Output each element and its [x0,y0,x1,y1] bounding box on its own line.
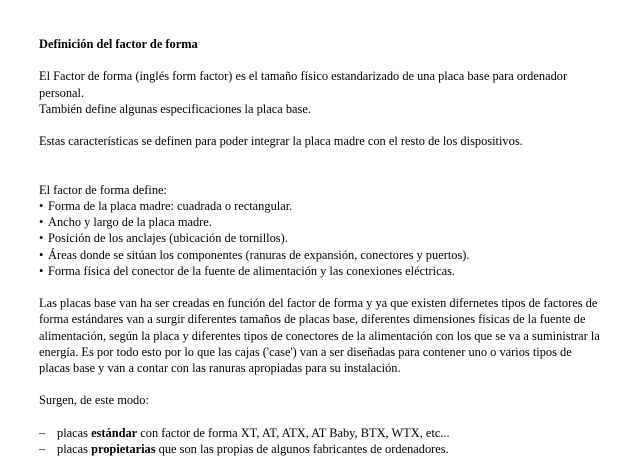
list-item: • Forma de la placa madre: cuadrada o rectangular. [39,198,293,213]
list-item: – placas estándar con factor de forma XT, AT, ATX, AT Baby, BTX, WTX, etc... [39,425,450,440]
intro-line-1: El Factor de forma (inglés form factor) es el tamaño físico estandarizado de una placa base para ordenador personal. [39,69,568,100]
document-page [39,36,604,457]
explanation-paragraph: Las placas base van ha ser creadas en función del factor de forma y ya que existen difernetes tipos de factores de forma estándares van a surgir diferentes tamaños de placas base, diferentes dimensiones físicas de la fuente de alimentación, según la placa y diferentes tipos de conectores de la alimentación con los que se va a suministrar la energía. Es por todo esto por lo que las cajas ('case') van a ser diseñadas para contener uno o varios tipos de placas base y van a contar con las ranuras apropiadas para su instalación. [39,296,600,375]
defines-list [39,198,604,279]
dash-marker: – [39,441,46,456]
bullet-marker: • [39,198,44,213]
dash-marker: – [39,425,46,440]
types-list [39,425,604,457]
bullet-marker: • [39,247,44,262]
bullet-marker: • [39,215,44,230]
document-title: Definición del factor de forma [39,37,198,51]
list-item: – placas propietarias que son las propias de algunos fabricantes de ordenadores. [39,441,449,456]
intro-line-2: También define algunas especificaciones la placa base. [39,101,311,116]
list-item: • Áreas donde se sitúan los componentes (ranuras de expansión, conectores y puertos). [39,247,470,262]
bullet-marker: • [39,263,44,278]
list-item: • Forma física del conector de la fuente de alimentación y las conexiones eléctricas. [39,263,455,278]
integration-paragraph: Estas características se definen para poder integrar la placa madre con el resto de los dispositivos. [39,134,523,149]
intro-paragraph [39,68,604,117]
list-item: • Posición de los anclajes (ubicación de tornillos). [39,231,288,246]
list-item: • Ancho y largo de la placa madre. [39,215,212,230]
defines-heading: El factor de forma define: [39,182,167,197]
bullet-marker: • [39,231,44,246]
arise-paragraph: Surgen, de este modo: [39,393,149,408]
